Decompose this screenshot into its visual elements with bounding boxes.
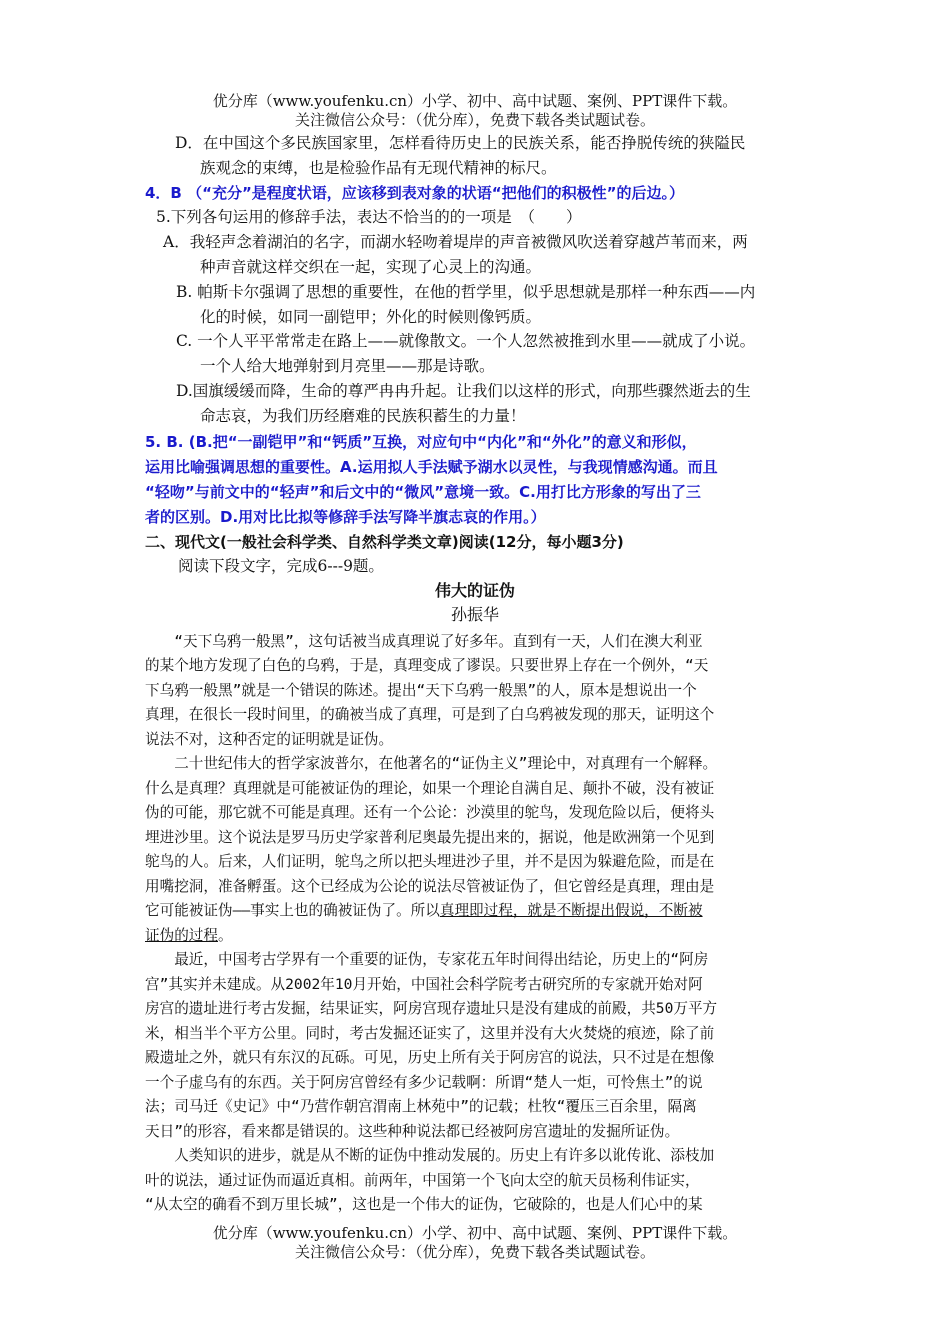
article-line: 什么是真理？真理就是可能被证伪的理论，如果一个理论自满自足、颠扑不破，没有被证 [145,780,715,797]
article-line: 鸵鸟的人。后来，人们证明，鸵鸟之所以把头埋进沙子里，并不是因为躲避危险，而是在 [145,853,715,870]
article-line: 殿遗址之外，就只有东汉的瓦砾。可见，历史上所有关于阿房宫的说法，只不过是在想像 [145,1049,715,1066]
article-line: 法；司马迁《史记》中“乃营作朝宫渭南上林苑中”的记载；杜牧“覆压三百余里，隔离 [145,1098,697,1115]
header-line-2: 关注微信公众号：（优分库），免费下载各类试题试卷。 [294,111,655,129]
article-title: 伟大的证伪 [434,581,515,600]
q5-option-d-line-2: 命志哀，为我们历经磨难的民族积蓄生的力量！ [200,407,526,425]
answer-5-line-1: 5. B. (B.把“一副铠甲”和“钙质”互换，对应句中“内化”和“外化”的意义和形似， [145,433,697,451]
article-line: 宫”其实并未建成。从2002年10月开始，中国社会科学院考古研究所的专家就开始对阿 [145,976,703,993]
article-line: 二十世纪伟大的哲学家波普尔，在他著名的“证伪主义”理论中，对真理有一个解释。 [145,755,718,772]
q5-option-a-line-1: A．我轻声念着湖泊的名字，而湖水轻吻着堤岸的声音被微风吹送着穿越芦苇而来，两 [163,233,748,251]
answer-4: 4．B （“充分”是程度状语，应该移到表对象的状语“把他们的积极性”的后边。） [145,184,685,202]
article-line: 一个子虚乌有的东西。关于阿房宫曾经有多少记载啊：所谓“楚人一炬，可怜焦土”的说 [145,1074,703,1091]
q5-option-b-line-2: 化的时候，如同一副铠甲；外化的时候则像钙质。 [200,308,542,326]
article-line: 的某个地方发现了白色的乌鸦，于是，真理变成了谬误。只要世界上存在一个例外，“天 [145,657,709,674]
article-line: 天日”的形容，看来都是错误的。这些种种说法都已经被阿房宫遗址的发掘所证伪。 [145,1123,680,1140]
section-2-heading: 二、现代文(一般社会科学类、自然科学类文章)阅读(12分，每小题3分) [145,533,624,551]
underlined-key-sentence: 真理即过程，就是不断提出假说，不断被 [439,902,703,919]
answer-5-line-2: 运用比喻强调思想的重要性。A.运用拟人手法赋予湖水以灵性，与我现情感沟通。而且 [145,458,718,476]
article-line: 房宫的遗址进行考古发掘，结果证实，阿房宫现存遗址只是没有建成的前殿，共50万平方 [145,1000,718,1017]
section-2-instruction: 阅读下段文字，完成6---9题。 [178,557,384,575]
answer-5-line-3: “轻吻”与前文中的“轻声”和后文中的“微风”意境一致。C.用打比方形象的写出了三 [145,483,701,501]
q3-option-d-line-1: D．在中国这个多民族国家里，怎样看待历史上的民族关系，能否挣脱传统的狭隘民 [175,134,746,152]
question-5-stem: 5.下列各句运用的修辞手法，表达不恰当的的一项是 （ ） [156,208,582,226]
answer-5-line-4: 者的区别。D.用对比比拟等修辞手法写降半旗志哀的作用。） [145,508,546,526]
article-line: 说法不对，这种否定的证明就是证伪。 [145,731,394,748]
footer-line-2: 关注微信公众号：（优分库），免费下载各类试题试卷。 [294,1243,655,1261]
article-line: 用嘴挖洞，准备孵蛋。这个已经成为公论的说法尽管被证伪了，但它曾经是真理，理由是 [145,878,715,895]
article-line: 伪的可能，那它就不可能是真理。还有一个公论：沙漠里的鸵鸟，发现危险以后，便将头 [145,804,715,821]
q5-option-c-line-1: C. 一个人平平常常走在路上——就像散文。一个人忽然被推到水里——就成了小说。 [176,332,756,350]
article-line: 叶的说法，通过证伪而逼近真相。前两年，中国第一个飞向太空的航天员杨利伟证实， [145,1172,700,1189]
article-line-with-underline [145,924,233,949]
article-line: 最近，中国考古学界有一个重要的证伪，专家花五年时间得出结论，历史上的“阿房 [145,951,709,968]
sentence-period: 。 [217,927,233,944]
q5-option-a-line-2: 种声音就这样交织在一起，实现了心灵上的沟通。 [200,258,542,276]
article-line: 真理，在很长一段时间里，的确被当成了真理，可是到了白乌鸦被发现的那天，证明这个 [145,706,715,723]
q5-option-b-line-1: B. 帕斯卡尔强调了思想的重要性，在他的哲学里，似乎思想就是那样一种东西——内 [176,283,756,301]
article-line: “从太空的确看不到万里长城”，这也是一个伟大的证伪，它破除的，也是人们心中的某 [145,1196,703,1213]
q5-option-d-line-1: D.国旗缓缓而降，生命的尊严冉冉升起。让我们以这样的形式，向那些骤然逝去的生 [176,382,751,400]
article-line: “天下乌鸦一般黑”，这句话被当成真理说了好多年。直到有一天，人们在澳大利亚 [145,633,703,650]
article-line-text: 它可能被证伪——事实上也的确被证伪了。所以 [145,902,440,919]
article-line: 埋进沙里。这个说法是罗马历史学家普利尼奥最先提出来的，据说，他是欧洲第一个见到 [145,829,715,846]
article-author: 孙振华 [450,605,499,624]
footer-line-1: 优分库（www.youfenku.cn）小学、初中、高中试题、案例、PPT课件下载。 [212,1224,738,1242]
q5-option-c-line-2: 一个人给大地弹射到月亮里——那是诗歌。 [200,357,495,375]
article-line: 米，相当半个平方公里。同时，考古发掘还证实了，这里并没有大火焚烧的痕迹，除了前 [145,1025,715,1042]
underlined-key-sentence-end: 证伪的过程 [145,927,218,944]
article-line: 人类知识的进步，就是从不断的证伪中推动发展的。历史上有许多以讹传讹、添枝加 [145,1147,715,1164]
article-line-with-underline [145,899,703,924]
header-line-1: 优分库（www.youfenku.cn）小学、初中、高中试题、案例、PPT课件下载。 [212,92,738,110]
q3-option-d-line-2: 族观念的束缚，也是检验作品有无现代精神的标尺。 [200,159,557,177]
article-line: 下乌鸦一般黑”就是一个错误的陈述。提出“天下乌鸦一般黑”的人，原本是想说出一个 [145,682,697,699]
